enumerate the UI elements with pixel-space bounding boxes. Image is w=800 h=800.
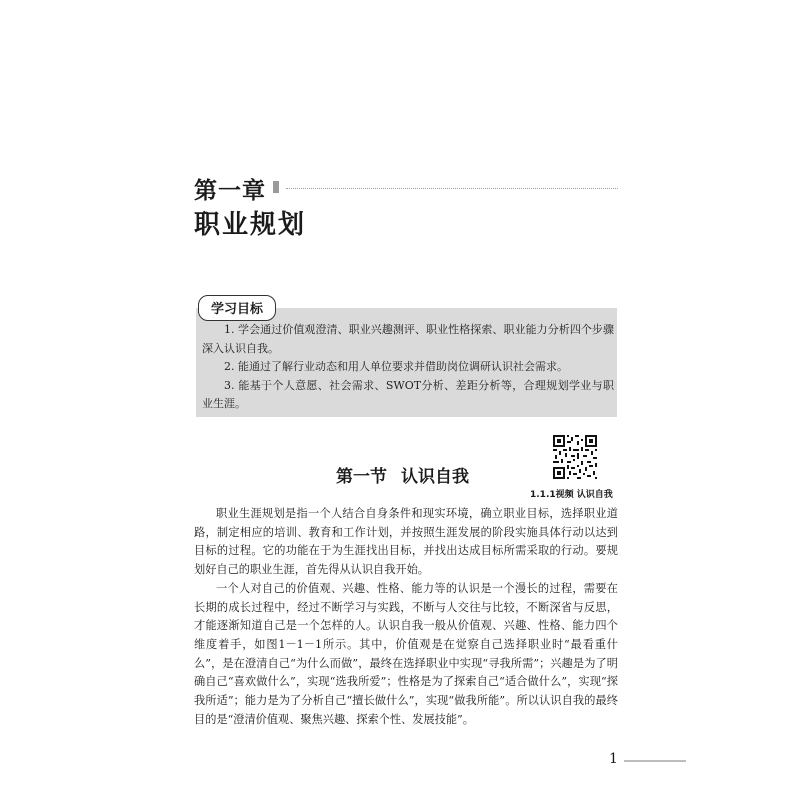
learning-goal-item: 3. 能基于个人意愿、社会需求、SWOT分析、差距分析等，合理规划学业与职业生涯。 — [202, 378, 614, 410]
chapter-marker — [273, 181, 279, 193]
section-name: 认识自我 — [401, 467, 469, 487]
chapter-number: 第一章 — [194, 178, 266, 204]
chapter-title: 职业规划 — [194, 210, 307, 240]
learning-goal-item: 2. 能通过了解行业动态和用人单位要求并借助岗位调研认识社会需求。 — [224, 360, 568, 373]
body-paragraph: 一个人对自己的价值观、兴趣、性格、能力等的认识是一个漫长的过程，需要在长期的成长过程中，经过不断学习与实践，不断与人交往与比较，不断深省与反思，才能逐渐知道自己是一个怎样的人。认识自我一般从价值观、兴趣、性格、能力四个维度着手，如图1－1－1所示。其中，价值观是在觉察自己选择职业时“最看重什么”，是在澄清自己“为什么而做”，最终在选择职业中实现“寻我所需”；兴趣是为了明确自己“喜欢做什么”，实现“选我所爱”；性格是为了探索自己“适合做什么”，实现“探我所适”；能力是为了分析自己“擅长做什么”，实现“做我所能”。所以认识自我的最终目的是“澄清价值观、聚焦兴趣、探索个性、发展技能”。 — [194, 581, 618, 726]
qr-caption: 1.1.1视频 认识自我 — [530, 490, 613, 500]
section-number: 第一节 — [336, 467, 387, 487]
learning-goals-heading: 学习目标 — [198, 295, 276, 321]
learning-goal-item: 1. 学会通过价值观澄清、职业兴趣测评、职业性格探索、职业能力分析四个步骤深入认识自我。 — [202, 323, 614, 355]
page-number: 1 — [609, 751, 618, 767]
section-title — [336, 462, 469, 487]
page-footer-rule — [624, 760, 686, 762]
qr-code-icon[interactable] — [552, 434, 598, 480]
chapter-dotted-rule — [286, 188, 618, 189]
learning-goals-list — [202, 321, 614, 414]
body-text — [194, 505, 618, 729]
body-paragraph: 职业生涯规划是指一个人结合自身条件和现实环境，确立职业目标，选择职业道路，制定相应的培训、教育和工作计划，并按照生涯发展的阶段实施具体行动以达到目标的过程。它的功能在于为生涯找出目标，并找出达成目标所需采取的行动。要规划好自己的职业生涯，首先得从认识自我开始。 — [194, 507, 618, 577]
